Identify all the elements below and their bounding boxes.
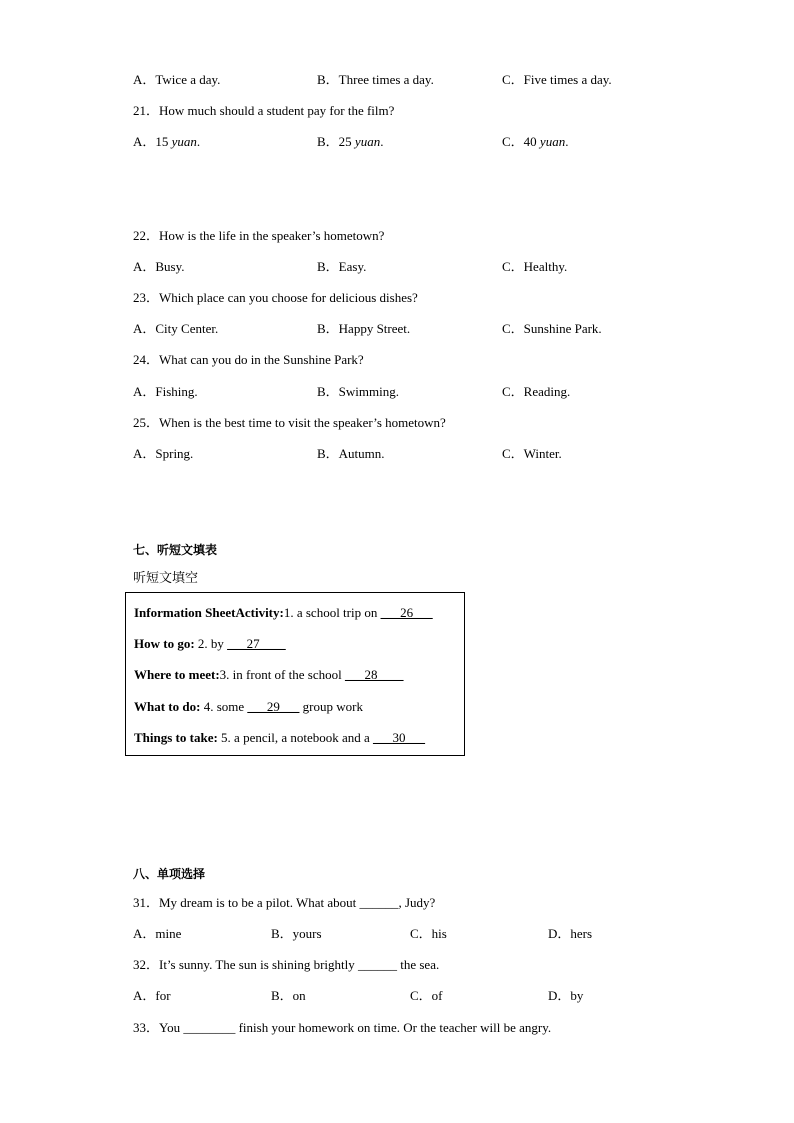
option-b[interactable]: B．Easy. — [317, 259, 367, 274]
row-text: 4. some — [203, 699, 248, 714]
info-row-what-to-do — [134, 699, 363, 715]
row-text: 3. in front of the school — [219, 667, 345, 682]
question-25: 25．When is the best time to visit the speaker’s hometown? — [133, 415, 446, 430]
info-row-things-to-take — [134, 730, 425, 746]
blank-28[interactable]: ___28____ — [344, 667, 404, 682]
option-a[interactable]: A．15 yuan. — [133, 134, 201, 149]
question-32: 32．It’s sunny. The sun is shining brightly ______ the sea. — [133, 957, 440, 972]
option-b[interactable]: B．yours — [271, 926, 322, 941]
option-c[interactable]: C．Sunshine Park. — [502, 321, 602, 336]
option-b[interactable]: B．on — [271, 988, 306, 1003]
question-31: 31．My dream is to be a pilot. What about ______, Judy? — [133, 895, 436, 910]
row-text: 2. by — [197, 636, 228, 651]
row-text-after: group work — [299, 699, 363, 714]
question-22: 22．How is the life in the speaker’s hometown? — [133, 228, 385, 243]
question-23: 23．Which place can you choose for delicious dishes? — [133, 290, 418, 305]
question-33: 33．You ________ finish your homework on time. Or the teacher will be angry. — [133, 1020, 552, 1035]
option-d[interactable]: D．by — [548, 988, 584, 1003]
info-row-activity — [134, 605, 433, 621]
option-a[interactable]: A．Fishing. — [133, 384, 198, 399]
option-a[interactable]: A．Spring. — [133, 446, 194, 461]
question-21: 21．How much should a student pay for the film? — [133, 103, 395, 118]
row-text: 1. a school trip on — [283, 605, 381, 620]
option-c[interactable]: C．Reading. — [502, 384, 571, 399]
option-b[interactable]: B．Three times a day. — [317, 72, 434, 87]
info-row-where-to-meet — [134, 667, 403, 683]
blank-26[interactable]: ___26___ — [380, 605, 433, 620]
option-c[interactable]: C．Winter. — [502, 446, 562, 461]
row-label: Where to meet: — [134, 667, 220, 682]
section-7-heading: 七、听短文填表 — [133, 543, 218, 557]
option-a[interactable]: A．Busy. — [133, 259, 185, 274]
question-24: 24．What can you do in the Sunshine Park? — [133, 352, 364, 367]
option-a[interactable]: A．mine — [133, 926, 182, 941]
section-8-heading: 八、单项选择 — [133, 867, 206, 881]
blank-30[interactable]: ___30___ — [373, 730, 426, 745]
row-text: 5. a pencil, a notebook and a — [221, 730, 374, 745]
blank-29[interactable]: ___29___ — [247, 699, 300, 714]
option-a[interactable]: A．City Center. — [133, 321, 219, 336]
row-label: What to do: — [134, 699, 201, 714]
option-a[interactable]: A．Twice a day. — [133, 72, 221, 87]
information-sheet-table — [125, 592, 465, 756]
section-7-subtitle: 听短文填空 — [133, 571, 199, 586]
option-c[interactable]: C．his — [410, 926, 447, 941]
row-label: Things to take: — [134, 730, 218, 745]
option-c[interactable]: C．Healthy. — [502, 259, 568, 274]
option-b[interactable]: B．Autumn. — [317, 446, 385, 461]
option-a[interactable]: A．for — [133, 988, 171, 1003]
option-b[interactable]: B．Happy Street. — [317, 321, 411, 336]
option-c[interactable]: C．of — [410, 988, 443, 1003]
info-row-how-to-go — [134, 636, 286, 652]
row-label: How to go: — [134, 636, 195, 651]
row-label: Information SheetActivity: — [134, 605, 284, 620]
option-c[interactable]: C．40 yuan. — [502, 134, 569, 149]
option-d[interactable]: D．hers — [548, 926, 593, 941]
option-b[interactable]: B．25 yuan. — [317, 134, 384, 149]
option-b[interactable]: B．Swimming. — [317, 384, 399, 399]
blank-27[interactable]: ___27____ — [227, 636, 286, 651]
option-c[interactable]: C．Five times a day. — [502, 72, 612, 87]
